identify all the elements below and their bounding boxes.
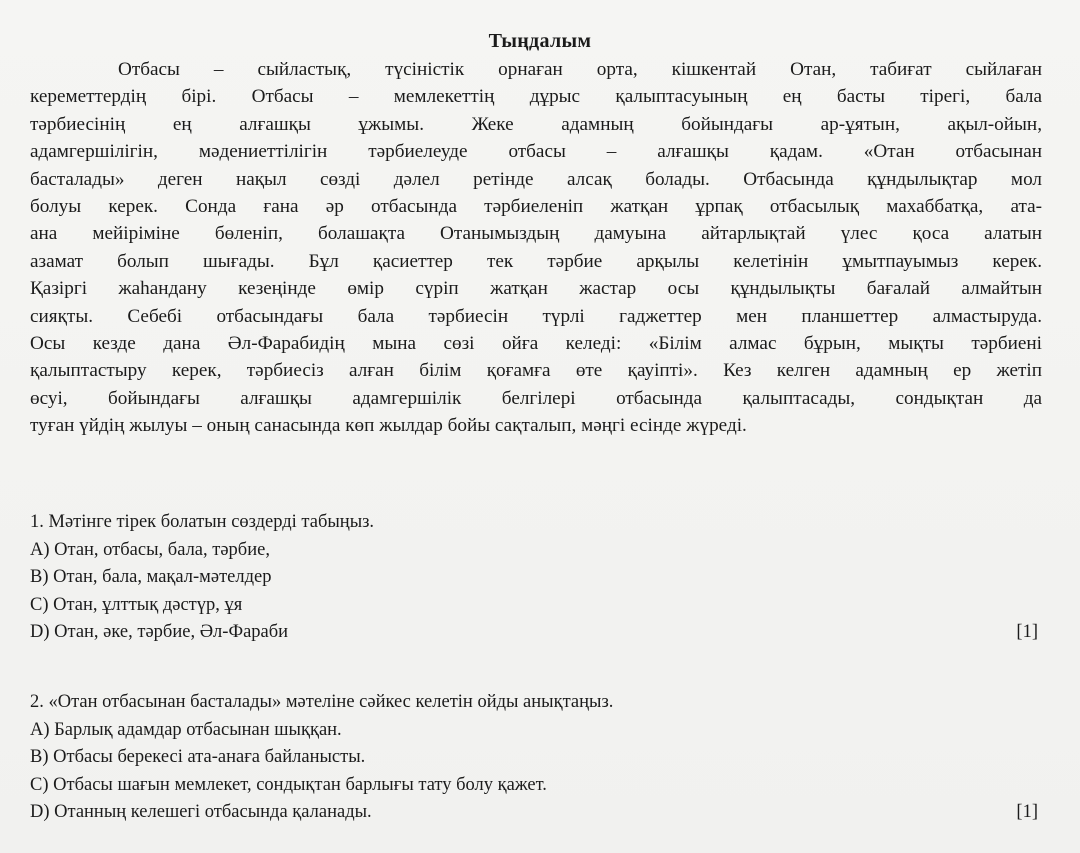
passage-line: Отбасы – сыйластық, түсіністік орнаған орта, кішкентай Отан, табиғат сыйлаған <box>118 59 1042 80</box>
answer-option-c: C) Отан, ұлттық дәстүр, ұя <box>30 594 243 615</box>
passage-line: Қазіргі жаһандану кезеңінде өмір сүріп жатқан жастар осы құндылықты бағалай алмайтын <box>30 278 1042 300</box>
question-2 <box>30 689 1042 827</box>
question-1 <box>30 509 1042 647</box>
answer-option-a: A) Отан, отбасы, бала, тәрбие, <box>30 539 270 560</box>
passage-line: туған үйдің жылуы – оның санасында көп жылдар бойы сақталып, мәңгі есінде жүреді. <box>30 415 747 437</box>
passage-line: Осы кезде дана Әл-Фарабидің мына сөзі ойға келеді: «Білім алмас бұрын, мықты тәрбиені <box>30 333 1042 355</box>
passage-line: тәрбиесінің ең алғашқы ұжымы. Жеке адамның бойындағы ар-ұятын, ақыл-ойын, <box>30 113 1042 135</box>
passage-line: болуы керек. Сонда ғана әр отбасында тәрбиеленіп жатқан ұрпақ отбасылық махаббатқа, ата- <box>30 196 1042 218</box>
answer-option-d: D) Отанның келешегі отбасында қаланады. <box>30 802 372 822</box>
passage-line: сияқты. Себебі отбасындағы бала тәрбиесін түрлі гаджеттер мен планшеттер алмастыруда. <box>30 305 1042 327</box>
passage-line: өсуі, бойындағы алғашқы адамгершілік белгілері отбасында қалыптасады, сондықтан да <box>30 387 1042 409</box>
answer-option-d: D) Отан, әке, тәрбие, Әл-Фараби <box>30 622 289 642</box>
answer-option-d-row <box>30 619 1042 647</box>
passage-line: азамат болып шығады. Бұл қасиеттер тек тәрбие арқылы келетінін ұмытпауымыз керек. <box>30 250 1042 272</box>
section-title: Тыңдалым <box>488 30 592 52</box>
passage-line: қалыптастыру керек, тәрбиесіз алған білім қоғамға өте қауіпті». Кез келген адамның ер жетіп <box>30 360 1042 382</box>
passage-line: ана мейіріміне бөленіп, болашақта Отанымыздың дамуына айтарлықтай үлес қоса алатын <box>30 223 1042 245</box>
answer-option-a: A) Барлық адамдар отбасынан шыққан. <box>30 719 342 740</box>
answer-option-b: B) Отбасы берекесі ата-анаға байланысты. <box>30 747 366 767</box>
question-prompt: 1. Мәтінге тірек болатын сөздерді табыңыз. <box>30 512 375 532</box>
listening-passage <box>30 56 1042 440</box>
passage-line: адамгершілігін, мәдениеттілігін тәрбиелеуде отбасы – алғашқы қадам. «Отан отбасынан <box>30 141 1042 163</box>
passage-line: басталады» деген нақыл сөзді дәлел ретінде алсақ болады. Отбасында құндылықтар мол <box>30 168 1042 190</box>
answer-option-b: B) Отан, бала, мақал-мәтелдер <box>30 567 272 587</box>
score-mark: [1] <box>1016 622 1038 642</box>
score-mark: [1] <box>1016 802 1038 822</box>
passage-line: кереметтердің бірі. Отбасы – мемлекеттің дұрыс қалыптасуының ең басты тірегі, бала <box>30 86 1042 108</box>
answer-option-d-row <box>30 799 1042 827</box>
answer-option-c: C) Отбасы шағын мемлекет, сондықтан барлығы тату болу қажет. <box>30 774 547 795</box>
question-prompt: 2. «Отан отбасынан басталады» мәтеліне сәйкес келетін ойды анықтаңыз. <box>30 692 614 712</box>
